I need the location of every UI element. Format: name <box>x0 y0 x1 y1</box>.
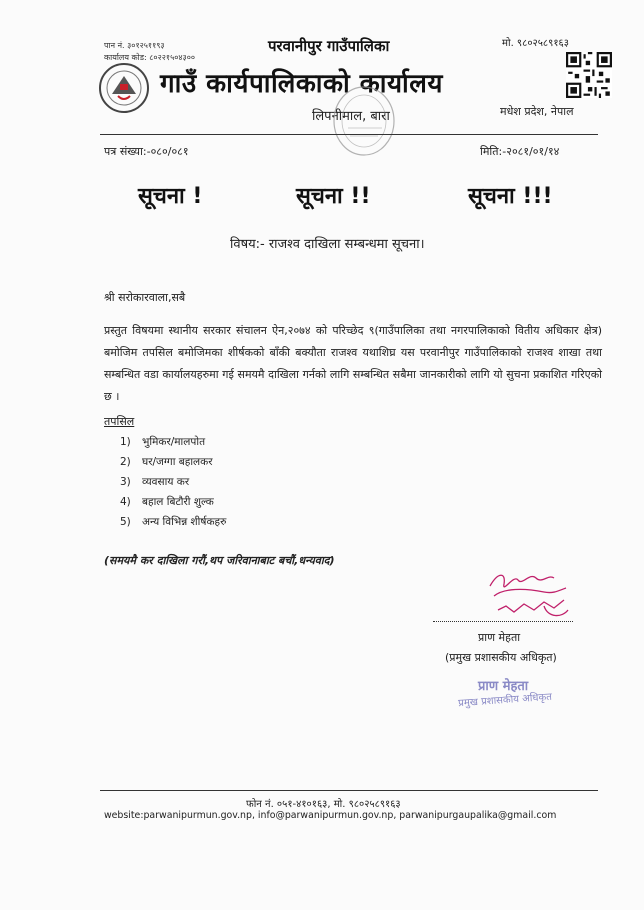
footer-phone: फोन नं. ०५१-४१०१६३, मो. ९८०२५८९१६३ <box>246 799 401 810</box>
list-item: 5) अन्य विभिन्न शीर्षकहरु <box>120 516 227 528</box>
header-divider <box>100 134 598 135</box>
list-item: 2) घर/जग्गा बहालकर <box>120 456 213 468</box>
header-phone: मो. ९८०२५८९१६३ <box>502 38 569 49</box>
pan-number: पान नं. ३०१२५११९३ <box>104 41 165 50</box>
signatory-name: प्राण मेहता <box>478 631 521 644</box>
subject-line: विषय:- राजश्व दाखिला सम्बन्धमा सूचना। <box>230 237 425 252</box>
signature-line <box>433 614 573 622</box>
stamp-name: प्राण मेहता <box>478 679 529 694</box>
notice-heading-3: सूचना !!! <box>468 184 553 209</box>
signatory-title: (प्रमुख प्रशासकीय अधिकृत) <box>445 651 557 664</box>
tapasil-list <box>120 432 226 532</box>
office-name: परवानीपुर गाउँपालिका <box>268 37 390 55</box>
notice-heading-1: सूचना ! <box>138 184 203 209</box>
notice-heading-2: सूचना !! <box>296 184 371 209</box>
stamp-title: प्रमुख प्रशासकीय अधिकृत <box>457 691 553 710</box>
office-seal-stamp <box>330 82 398 160</box>
qr-code-icon <box>566 52 612 98</box>
list-item: 4) बहाल बिटौरी शुल्क <box>120 496 214 508</box>
closing-remark: (समयमै कर दाखिला गरौं,थप जरिवानाबाट बचौं,धन्यवाद) <box>104 554 335 567</box>
tapasil-heading: तपसिल <box>104 415 135 428</box>
nepal-emblem-icon <box>98 62 150 114</box>
letter-date: मिति:-२०८१/०१/१४ <box>480 145 560 158</box>
list-item: 1) भुमिकर/मालपोत <box>120 436 206 448</box>
body-paragraph: प्रस्तुत विषयमा स्थानीय सरकार संचालन ऐन,२०७४ को परिच्छेद ९(गाउँपालिका तथा नगरपालिकाको वितीय अधिकार क्षेत्र) बमोजिम तपसिल बमोजिमका शीर्षकको बाँकी बक्यौता राजश्व यथाशिघ्र यस परवानीपुर गाउँपालिकाको राजश्व शाखा तथा सम्बन्धित वडा कार्यालयहरुमा गई समयमै दाखिला गर्नको लागि सम्बन्धित सबैमा जानकारीको लागि यो सुचना प्रकाशित गरिएको छ । <box>104 324 602 403</box>
page-title: गाउँ कार्यपालिकाको कार्यालय <box>160 69 443 99</box>
salutation: श्री सरोकारवाला,सबै <box>104 291 186 304</box>
letter-number: पत्र संख्या:-०८०/०८१ <box>104 145 189 158</box>
office-code: कार्यालय कोड: ८०२२१५०४३०० <box>104 53 196 62</box>
office-meta <box>104 40 195 64</box>
office-location: लिपनीमाल, बारा <box>312 109 390 124</box>
province: मधेश प्रदेश, नेपाल <box>500 105 574 118</box>
list-item: 3) व्यवसाय कर <box>120 476 190 488</box>
footer-divider <box>100 790 598 791</box>
footer-website: website:parwanipurmun.gov.np, info@parwanipurmun.gov.np, parwanipurgaupalika@gmail.com <box>104 810 557 821</box>
